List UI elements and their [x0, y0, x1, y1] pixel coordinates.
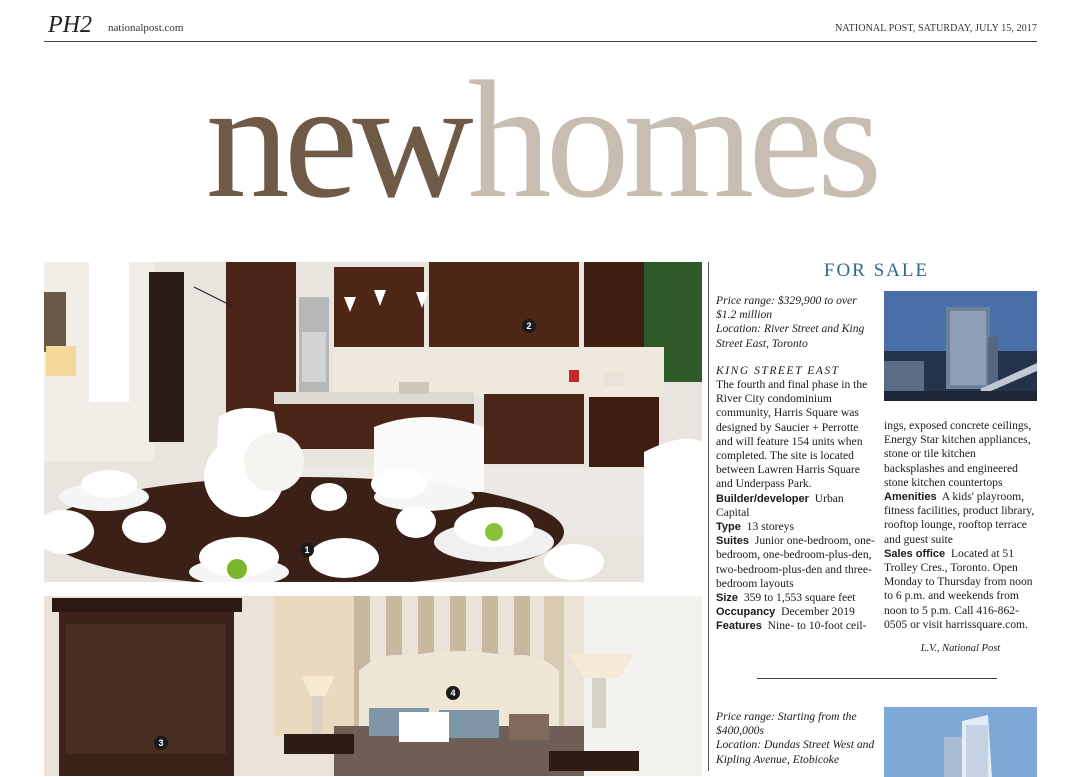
header-rule: [44, 41, 1037, 42]
amenities-label: Amenities: [884, 491, 937, 504]
type-value: 13 storeys: [746, 520, 794, 534]
builder-label: Builder/developer: [716, 492, 809, 505]
builder-value: Urban Capital: [716, 491, 844, 519]
listing1-location: Location: River Street and King Street East, Toronto: [716, 322, 865, 350]
kitchen-illustration: [44, 262, 702, 582]
photo-marker-2: 2: [522, 319, 536, 333]
site-name: nationalpost.com: [108, 22, 184, 34]
column-rule: [708, 262, 709, 771]
features-continued: ings, exposed concrete ceilings, Energy Star kitchen appliances, stone or tile kitchen backsplashes and engineered stone kitchen countertops: [884, 419, 1032, 489]
listing2-location: Location: Dundas Street West and Kipling Avenue, Etobicoke: [716, 738, 875, 766]
features-value: Nine- to 10-foot ceil-: [767, 619, 867, 633]
size-label: Size: [716, 592, 739, 605]
listing1-body-col2: [884, 419, 1037, 632]
section-label: FOR SALE: [823, 260, 930, 281]
listing2-price-block: [716, 710, 876, 767]
listing1-body-col1: [716, 378, 876, 634]
photo-marker-1: 1: [300, 543, 314, 557]
dateline: NATIONAL POST, SATURDAY, JULY 15, 2017: [835, 23, 1037, 34]
sales-office-label: Sales office: [884, 547, 946, 560]
sales-office-value: Located at 51 Trolley Cres., Toronto. Open Monday to Thursday from noon to 6 p.m. and weekends from noon to 5 p.m. Call 416-862-0505 or visit harrissquare.com.: [884, 546, 1033, 631]
listing1-headline: KING STREET EAST: [716, 364, 840, 377]
page-number: PH2: [48, 12, 92, 38]
listing1-price-block: [716, 294, 876, 351]
amenities-value: A kids' playroom, fitness facilities, product library, rooftop lounge, rooftop terrace and guest suite: [884, 490, 1035, 546]
bedroom-illustration: [44, 596, 702, 776]
photo-marker-3: 3: [154, 736, 168, 750]
section-masthead: [0, 47, 1082, 233]
size-value: 359 to 1,553 square feet: [743, 591, 856, 605]
suites-value: Junior one-bedroom, one-bedroom, one-bedroom-plus-den, two-bedroom-plus-den and three-bedroom layouts: [716, 534, 875, 590]
bedroom-photo: [44, 596, 702, 776]
tower-illustration-2: [884, 707, 1037, 777]
listing1-price: Price range: $329,900 to over $1.2 million: [716, 294, 857, 322]
listing-separator: [757, 678, 997, 679]
listing1-intro: The fourth and final phase in the River City condominium community, Harris Square was designed by Saucier + Perrotte and will feature 154 units when completed. The site is located between Lawren Harris Square and Underpass Park.: [716, 378, 868, 491]
masthead-homes: homes: [467, 47, 877, 233]
masthead-new: new: [205, 47, 468, 233]
listing2-photo: [884, 707, 1037, 777]
type-label: Type: [716, 521, 741, 534]
listing1-photo: [884, 291, 1037, 401]
listing2-price: Price range: Starting from the $400,000s: [716, 710, 857, 738]
kitchen-photo: [44, 262, 702, 582]
features-label: Features: [716, 620, 762, 633]
occupancy-value: December 2019: [781, 605, 855, 619]
occupancy-label: Occupancy: [716, 606, 776, 619]
suites-label: Suites: [716, 535, 750, 548]
tower-illustration-1: [884, 291, 1037, 401]
photo-marker-4: 4: [446, 686, 460, 700]
listing1-credit: L.V., National Post: [920, 643, 1001, 654]
